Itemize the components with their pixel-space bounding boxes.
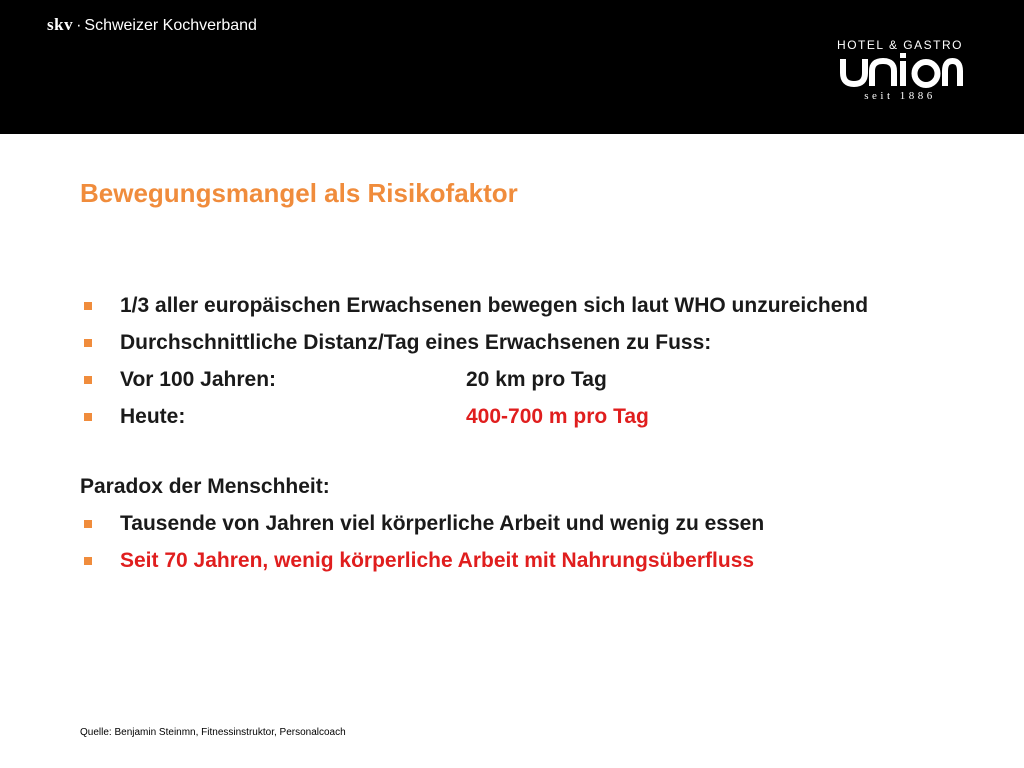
header-bar	[0, 0, 1024, 134]
logo-top-text: HOTEL & GASTRO	[837, 38, 963, 52]
square-bullet-icon	[84, 557, 92, 565]
org-label	[47, 15, 257, 35]
bullet-item	[80, 401, 980, 438]
square-bullet-icon	[84, 302, 92, 310]
bullet-value-highlight: 400-700 m pro Tag	[466, 405, 649, 428]
paradox-heading: Paradox der Menschheit:	[80, 475, 330, 498]
square-bullet-icon	[84, 376, 92, 384]
bullet-label: Heute:	[120, 405, 186, 428]
logo-since-text: seit 1886	[864, 90, 936, 102]
org-name: Schweizer Kochverband	[84, 17, 257, 34]
slide-title: Bewegungsmangel als Risikofaktor	[80, 178, 518, 208]
bullet-item	[80, 327, 980, 364]
bullet-text: 1/3 aller europäischen Erwachsenen bewegen sich laut WHO unzureichend	[120, 294, 869, 317]
bullet-item	[80, 364, 980, 401]
bullet-item-highlight	[80, 545, 980, 582]
bullet-label: Vor 100 Jahren:	[120, 368, 277, 391]
slide-content	[80, 290, 980, 582]
bullet-text: Seit 70 Jahren, wenig körperliche Arbeit mit Nahrungsüberfluss	[120, 549, 755, 572]
source-note: Quelle: Benjamin Steinmn, Fitnessinstruktor, Personalcoach	[80, 727, 346, 738]
bullet-value: 20 km pro Tag	[466, 368, 607, 391]
bullet-text: Tausende von Jahren viel körperliche Arbeit und wenig zu essen	[120, 512, 765, 535]
square-bullet-icon	[84, 339, 92, 347]
org-abbreviation: skv	[47, 15, 74, 34]
hotel-gastro-union-logo	[836, 38, 964, 102]
square-bullet-icon	[84, 413, 92, 421]
square-bullet-icon	[84, 520, 92, 528]
bullet-item	[80, 290, 980, 327]
org-separator: ·	[76, 17, 82, 34]
bullet-item	[80, 508, 980, 545]
bullet-text: Durchschnittliche Distanz/Tag eines Erwachsenen zu Fuss:	[120, 331, 712, 354]
union-wordmark	[836, 53, 964, 89]
